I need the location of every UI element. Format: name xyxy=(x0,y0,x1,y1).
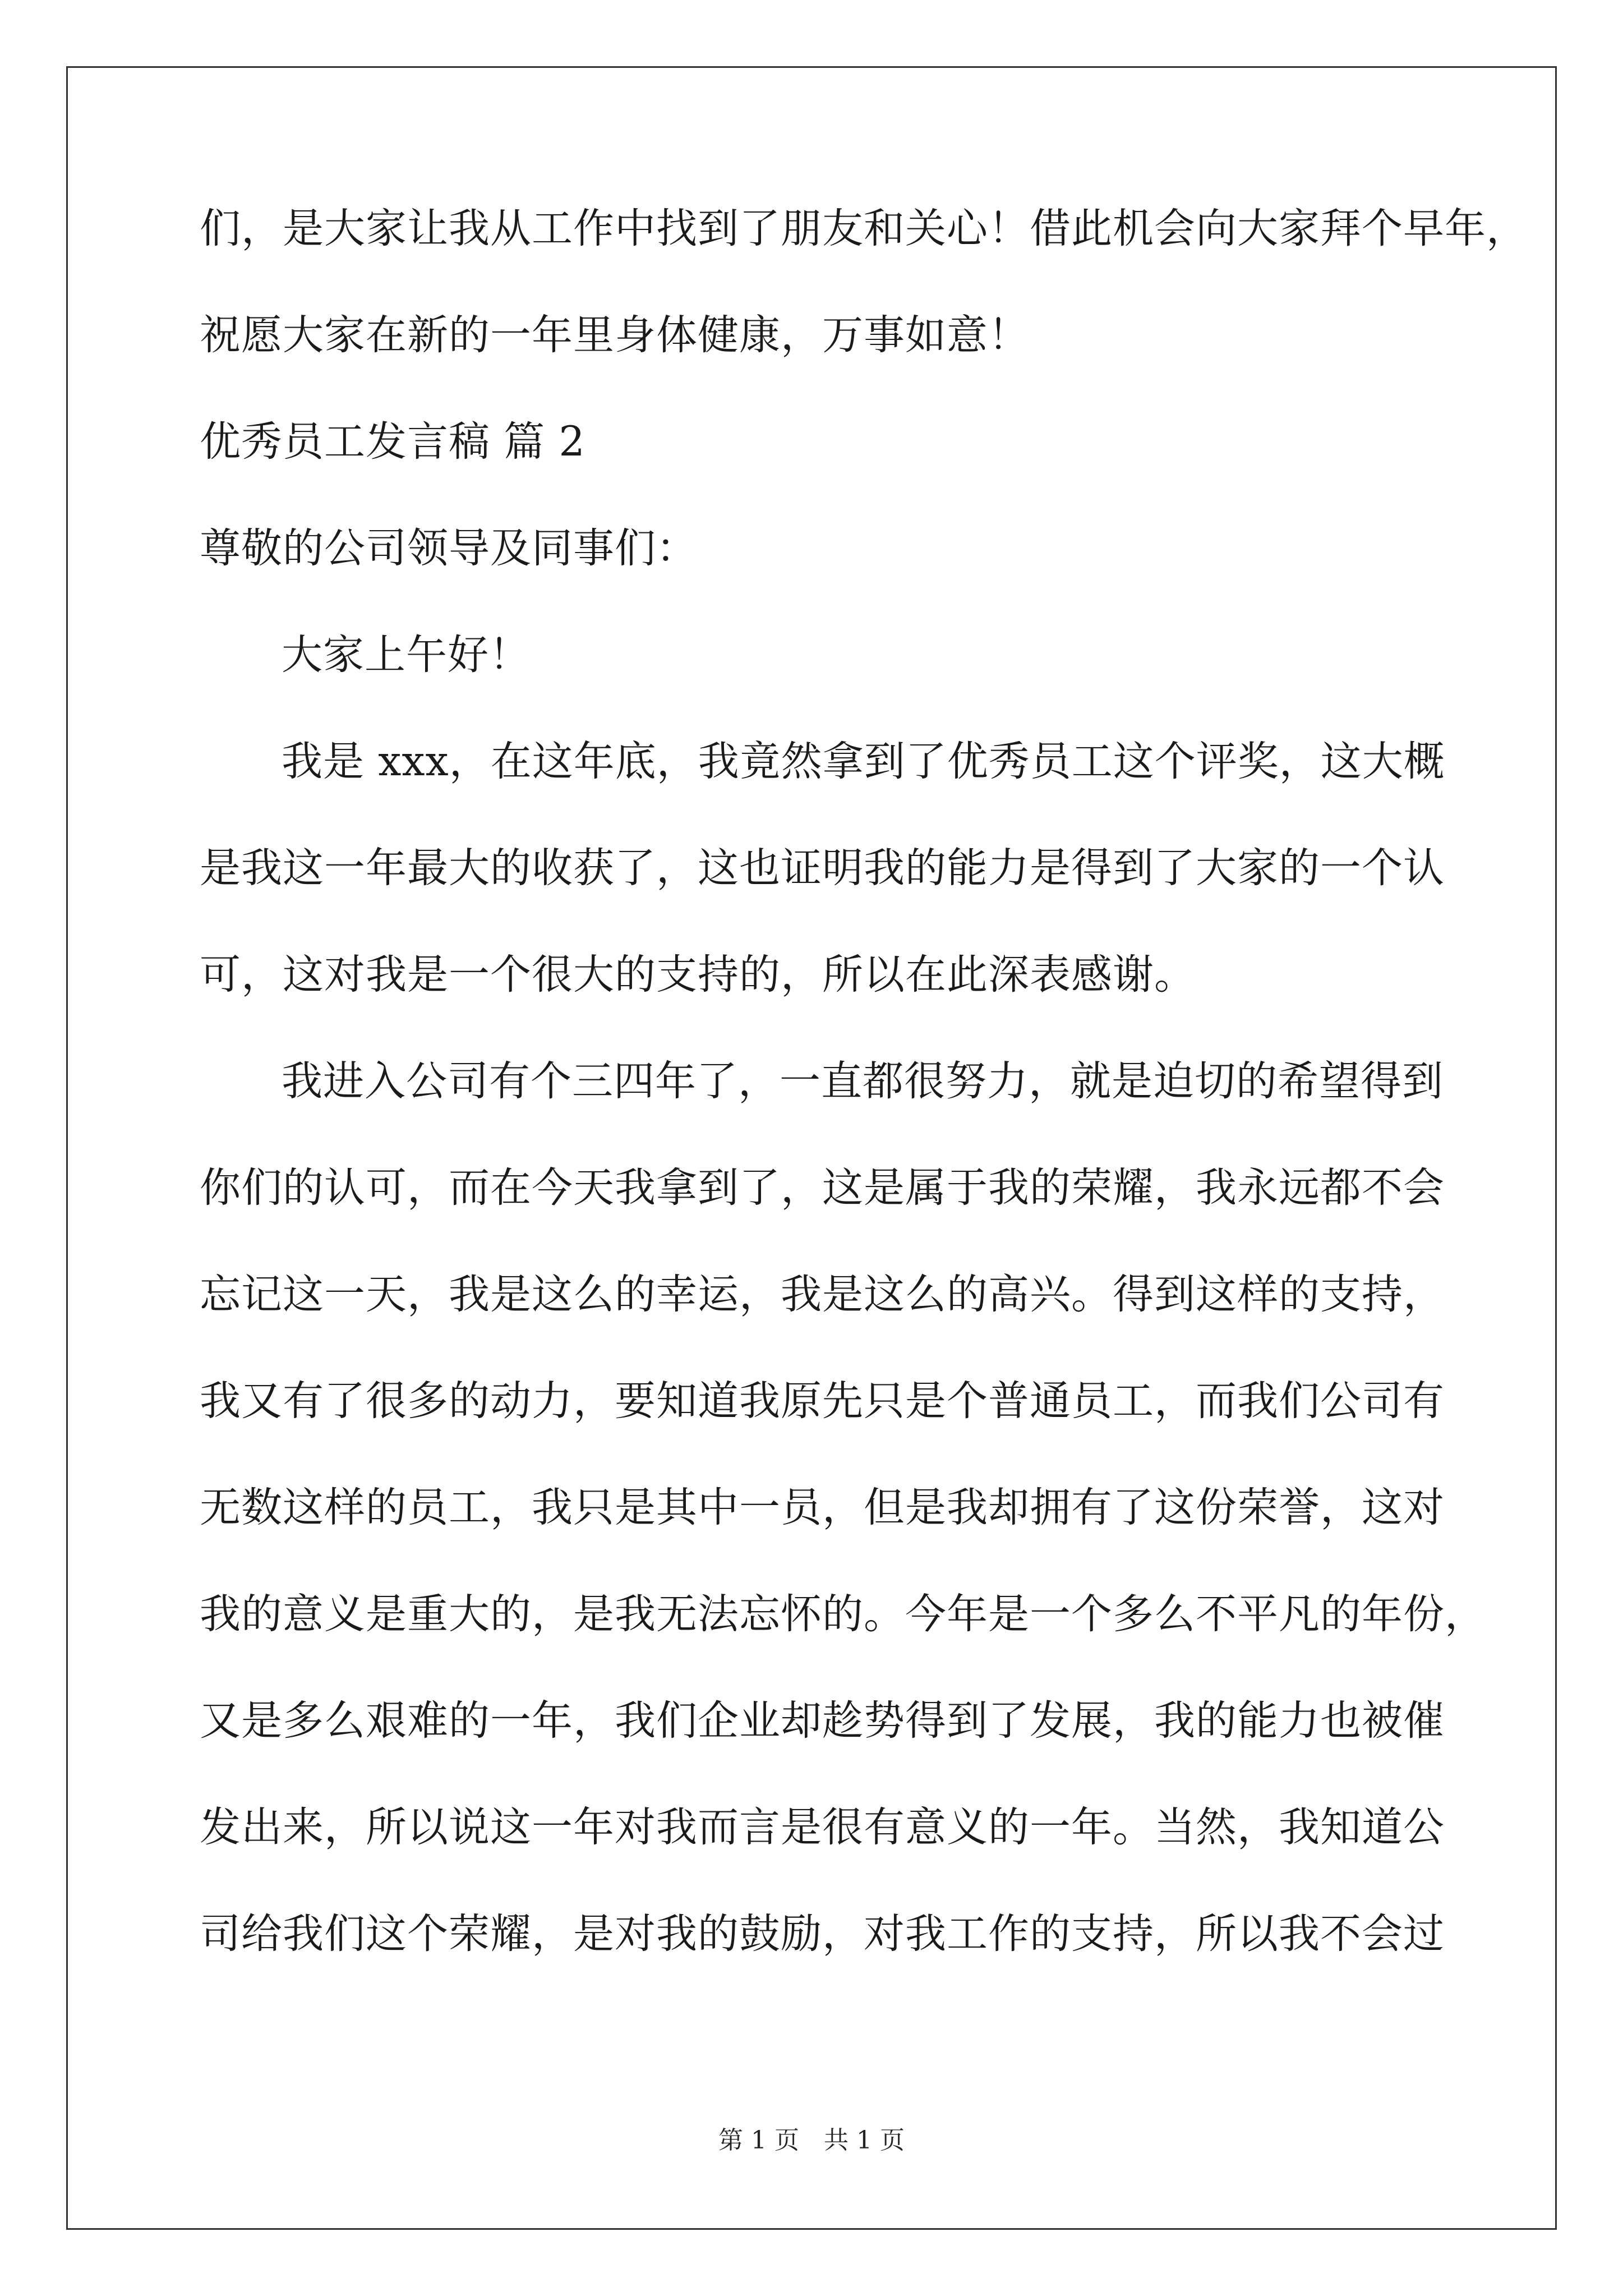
paragraph-line: 我是 xxx，在这年底，我竟然拿到了优秀员工这个评奖，这大概 xyxy=(282,738,1445,785)
section-heading: 优秀员工发言稿 篇 2 xyxy=(200,418,585,466)
paragraph-line: 你们的认可，而在今天我拿到了，这是属于我的荣耀，我永远都不会 xyxy=(200,1164,1445,1212)
paragraph-line: 是我这一年最大的收获了，这也证明我的能力是得到了大家的一个认 xyxy=(200,844,1445,892)
paragraph-line: 可，这对我是一个很大的支持的，所以在此深表感谢。 xyxy=(200,951,1196,999)
paragraph-line: 忘记这一天，我是这么的幸运，我是这么的高兴。得到这样的支持， xyxy=(200,1271,1445,1318)
greeting: 大家上午好！ xyxy=(282,631,531,679)
body-line: 们，是大家让我从工作中找到了朋友和关心！借此机会向大家拜个早年， xyxy=(200,205,1528,252)
page-number-footer: 第 1 页 共 1 页 xyxy=(718,2126,905,2155)
paragraph-line: 又是多么艰难的一年，我们企业却趁势得到了发展，我的能力也被催 xyxy=(200,1697,1445,1745)
body-line: 祝愿大家在新的一年里身体健康，万事如意！ xyxy=(200,311,1030,359)
paragraph-line: 我又有了很多的动力，要知道我原先只是个普通员工，而我们公司有 xyxy=(200,1377,1445,1425)
paragraph-line: 我的意义是重大的，是我无法忘怀的。今年是一个多么不平凡的年份， xyxy=(200,1590,1486,1638)
paragraph-line: 我进入公司有个三四年了，一直都很努力，就是迫切的希望得到 xyxy=(282,1057,1444,1105)
page-border xyxy=(66,66,1557,2230)
paragraph-line: 发出来，所以说这一年对我而言是很有意义的一年。当然，我知道公 xyxy=(200,1803,1445,1851)
paragraph-line: 无数这样的员工，我只是其中一员，但是我却拥有了这份荣誉，这对 xyxy=(200,1484,1445,1531)
paragraph-line: 司给我们这个荣耀，是对我的鼓励，对我工作的支持，所以我不会过 xyxy=(200,1910,1445,1958)
salutation: 尊敬的公司领导及同事们： xyxy=(200,524,698,572)
